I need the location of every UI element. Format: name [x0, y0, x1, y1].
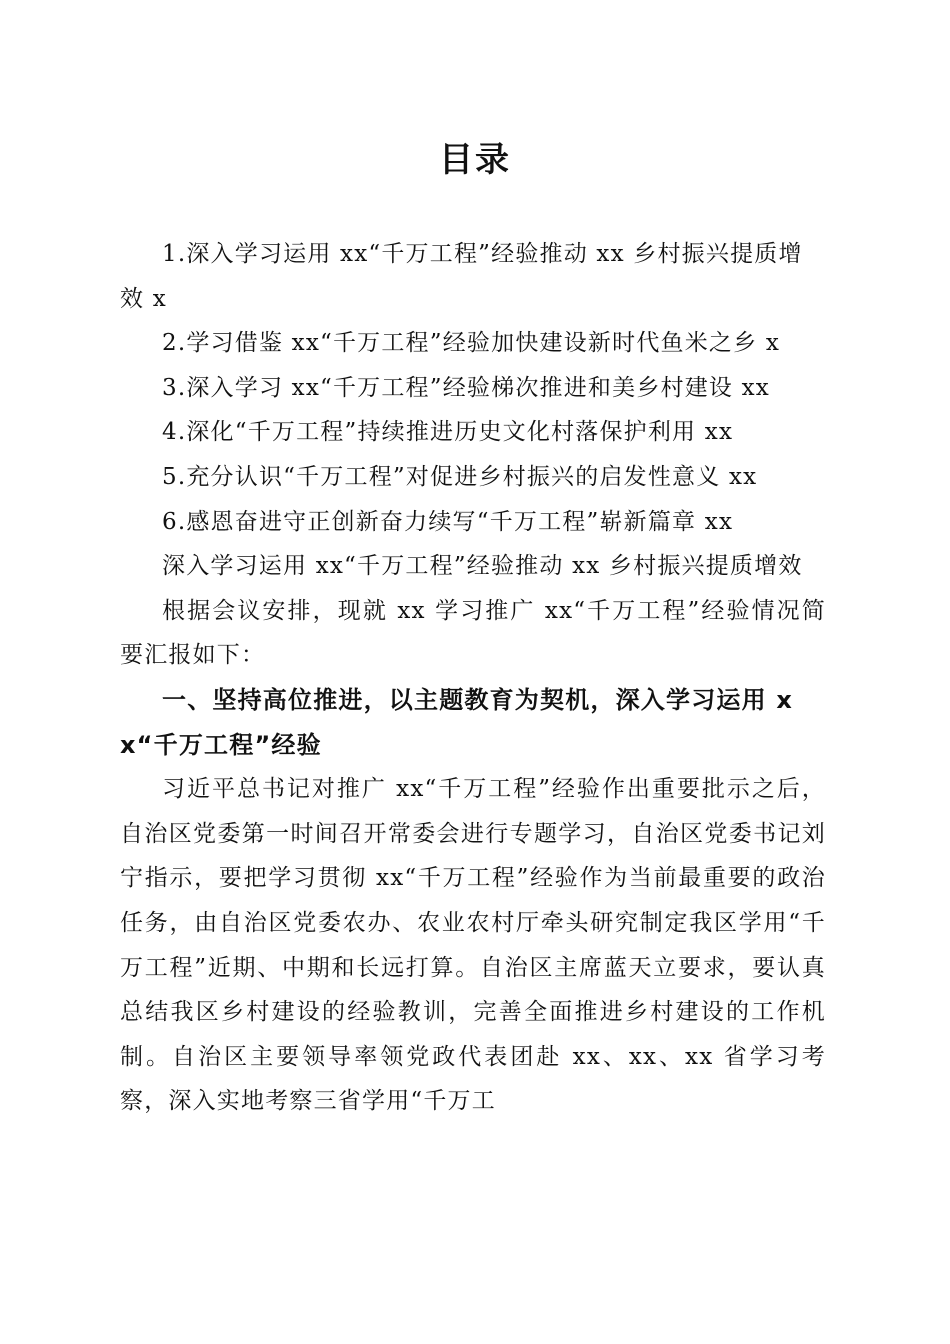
toc-item[interactable]: 6.感恩奋进守正创新奋力续写“千万工程”崭新篇章 xx [162, 508, 734, 535]
toc-item[interactable]: 2.学习借鉴 xx“千万工程”经验加快建设新时代鱼米之乡 x [162, 330, 780, 357]
article-title: 深入学习运用 xx“千万工程”经验推动 xx 乡村振兴提质增效 [162, 553, 803, 580]
table-of-contents [120, 232, 826, 544]
body-paragraph: 习近平总书记对推广 xx“千万工程”经验作出重要批示之后，自治区党委第一时间召开常委会进行专题学习，自治区党委书记刘宁指示，要把学习贯彻 xx“千万工程”经验作为当前最重要的政治任务，由自治区党委农办、农业农村厅牵头研究制定我区学用“千万工程”近期、中期和长远打算。自治区主席蓝天立要求，要认真总结我区乡村建设的经验教训，完善全面推进乡村建设的工作机制。自治区主要领导率领党政代表团赴 xx、xx、xx 省学习考察，深入实地考察三省学用“千万工 [120, 776, 826, 1115]
toc-item[interactable]: 1.深入学习运用 xx“千万工程”经验推动 xx 乡村振兴提质增效 x [120, 241, 803, 312]
document-content [120, 232, 826, 1124]
toc-item[interactable]: 4.深化“千万工程”持续推进历史文化村落保护利用 xx [162, 419, 734, 446]
intro-paragraph: 根据会议安排，现就 xx 学习推广 xx“千万工程”经验情况简要汇报如下： [120, 597, 826, 669]
toc-item[interactable]: 5.充分认识“千万工程”对促进乡村振兴的启发性意义 xx [162, 463, 758, 490]
toc-item[interactable]: 3.深入学习 xx“千万工程”经验梯次推进和美乡村建设 xx [162, 374, 770, 401]
document-title: 目录 [439, 140, 511, 180]
section-heading: 一、坚持高位推进，以主题教育为契机，深入学习运用 xx“千万工程”经验 [120, 685, 794, 759]
